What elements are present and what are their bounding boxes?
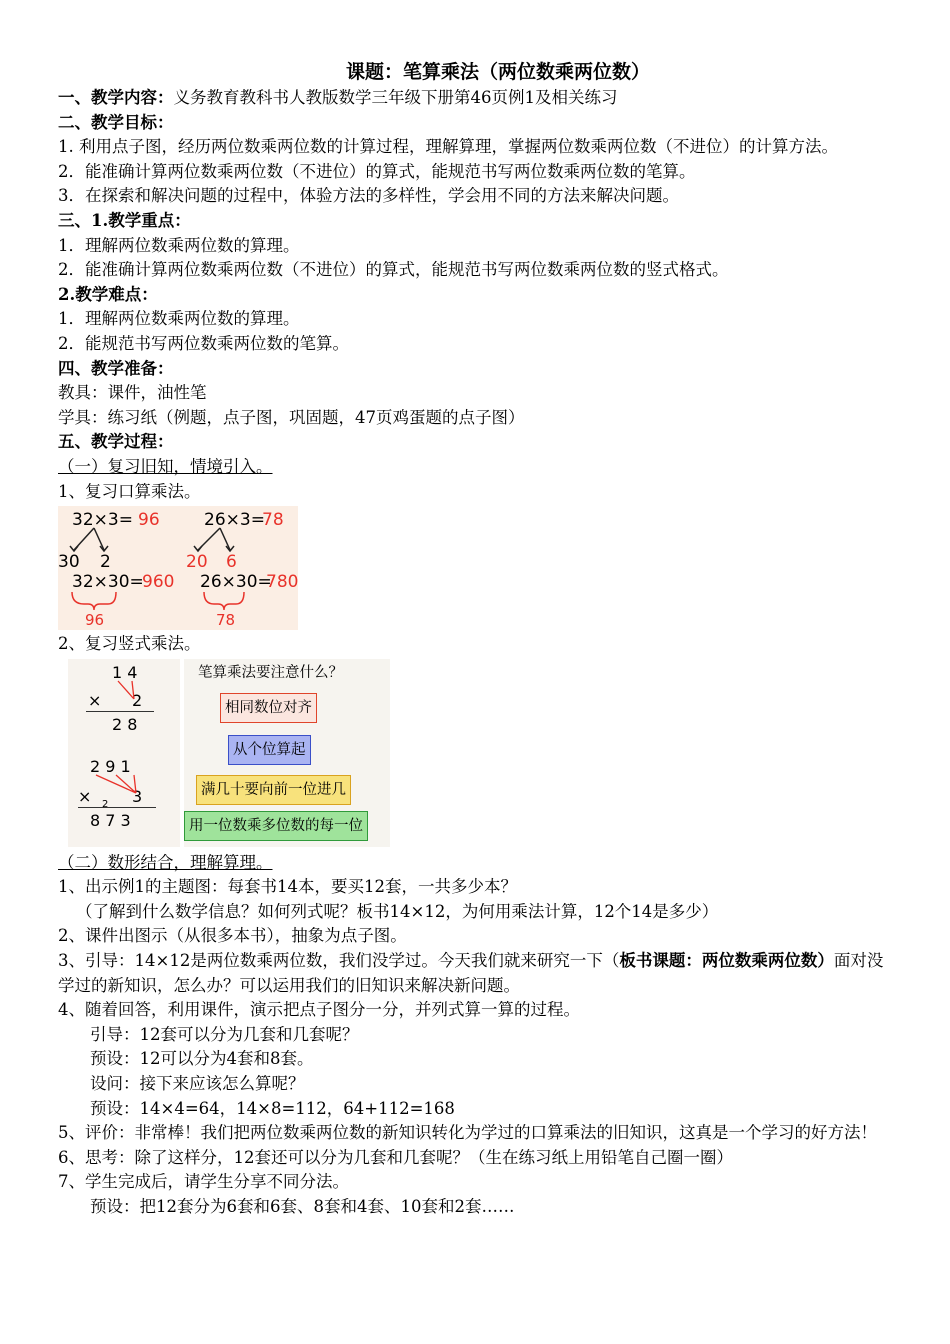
split-b1: 20 (186, 552, 208, 573)
hint-box-ones: 从个位算起 (228, 735, 311, 766)
page-title: 课题：笔算乘法（两位数乘两位数） (345, 61, 650, 83)
calc-row: 1 4 (112, 662, 138, 682)
step-item: 1、出示例1的主题图：每套书14本，要买12套，一共多少本？ (58, 877, 517, 897)
vertical-calc (68, 659, 180, 847)
step-item: 2、复习竖式乘法。 (58, 634, 201, 654)
difficulty-item: 1．理解两位数乘两位数的算理。 (58, 309, 300, 329)
part-heading: （二）数形结合，理解算理。 (58, 852, 273, 872)
result-a: 96 (138, 510, 160, 531)
result-b2: 780 (266, 572, 299, 593)
focus-item: 2．能准确计算两位数乘两位数（不进位）的算式，能规范书写两位数乘两位数的竖式格式。 (58, 260, 729, 280)
expr-b2: 26×30= (200, 572, 272, 593)
hint-panel (184, 659, 390, 847)
section-text: 义务教育教科书人教版数学三年级下册第46页例1及相关练习 (173, 88, 618, 107)
split-arrows (58, 506, 298, 630)
goal-item: 3．在探索和解决问题的过程中，体验方法的多样性，学会用不同的方法来解决问题。 (58, 186, 679, 206)
calc-row: 2 (132, 690, 143, 710)
difficulty-item: 2．能规范书写两位数乘两位数的笔算。 (58, 333, 349, 353)
split-a1: 30 (58, 552, 80, 573)
calc-arrows (68, 659, 180, 847)
result-a2: 960 (142, 572, 175, 593)
split-b2: 6 (226, 552, 237, 573)
sub-item: 引导：12套可以分为几套和几套呢？ (90, 1024, 359, 1044)
sub-item: 设问：接下来应该怎么算呢？ (90, 1074, 305, 1094)
times-sign: × (78, 786, 92, 806)
calc-row: 2 9 1 (90, 756, 131, 776)
step-item: 6、思考：除了这样分，12套还可以分为几套和几套呢？（生在练习纸上用铅笔自己圈一圈） (58, 1147, 733, 1167)
step-item: 5、评价：非常棒！我们把两位数乘两位数的新知识转化为学过的口算乘法的旧知识，这真是一个学习的好方法！ (58, 1123, 877, 1143)
times-sign: × (88, 690, 102, 710)
teacher-tools: 教具：课件，油性笔 (58, 383, 207, 403)
result-b: 78 (262, 510, 284, 531)
sub-item: 预设：14×4=64，14×8=112，64+112=168 (90, 1098, 455, 1118)
hint-box-each-digit: 用一位数乘多位数的每一位 (184, 811, 368, 842)
sub-item: 预设：把12套分为6套和6套、8套和4套、10套和2套…… (90, 1197, 515, 1216)
column-multiplication-figure (68, 659, 390, 847)
step-item: 2、课件出图示（从很多本书），抽象为点子图。 (58, 926, 407, 946)
sum-b: 78 (216, 611, 236, 630)
carry-digit: 2 (102, 798, 109, 810)
calc-row: 2 8 (112, 714, 138, 734)
step-note: （了解到什么数学信息？如何列式呢？板书14×12，为何用乘法计算，12个14是多少） (76, 901, 719, 921)
calc-row: 8 7 3 (90, 810, 131, 830)
step-item: 7、学生完成后，请学生分享不同分法。 (58, 1172, 349, 1192)
subsection-heading: 2.教学难点： (58, 284, 158, 304)
lesson-plan (58, 58, 898, 1220)
section-heading: 二、教学目标： (58, 112, 174, 132)
goal-item: 2．能准确计算两位数乘两位数（不进位）的算式，能规范书写两位数乘两位数的笔算。 (58, 161, 696, 181)
section-content (58, 86, 898, 111)
step-item (58, 949, 898, 998)
step-text: 面对没学过的新知识，怎么办？可以运用我们的旧知识来解决新问题。 (58, 951, 884, 995)
hint-box-carry: 满几十要向前一位进几 (196, 775, 351, 806)
step-text: 3、引导：14×12是两位数乘两位数，我们没学过。今天我们就来研究一下（ (58, 951, 620, 971)
hint-question: 笔算乘法要注意什么？ (198, 664, 343, 681)
student-tools: 学具：练习纸（例题，点子图，巩固题，47页鸡蛋题的点子图） (58, 407, 525, 427)
step-item: 4、随着回答，利用课件，演示把点子图分一分，并列式算一算的过程。 (58, 1000, 580, 1020)
section-heading: 五、教学过程： (58, 432, 174, 452)
expr-a2: 32×30= (72, 572, 144, 593)
goal-item: 1. 利用点子图，经历两位数乘两位数的计算过程，理解算理，掌握两位数乘两位数（不进位）的计算方法。 (58, 137, 838, 157)
part-heading: （一）复习旧知，情境引入。 (58, 456, 273, 476)
sub-item: 预设：12可以分为4套和8套。 (90, 1049, 314, 1069)
section-heading: 三、1.教学重点： (58, 210, 191, 230)
focus-item: 1．理解两位数乘两位数的算理。 (58, 235, 300, 255)
split-a2: 2 (100, 552, 111, 573)
sum-a: 96 (85, 611, 105, 630)
expr-b: 26×3= (204, 510, 265, 531)
board-title: 板书课题：两位数乘两位数） (619, 951, 834, 971)
calc-row: 3 (132, 786, 143, 806)
oral-multiplication-figure (58, 506, 298, 630)
hint-box-align: 相同数位对齐 (220, 693, 317, 724)
expr-a: 32×3= (72, 510, 133, 531)
section-heading: 一、教学内容： (58, 88, 174, 107)
section-heading: 四、教学准备： (58, 358, 174, 378)
step-item: 1、复习口算乘法。 (58, 481, 201, 501)
